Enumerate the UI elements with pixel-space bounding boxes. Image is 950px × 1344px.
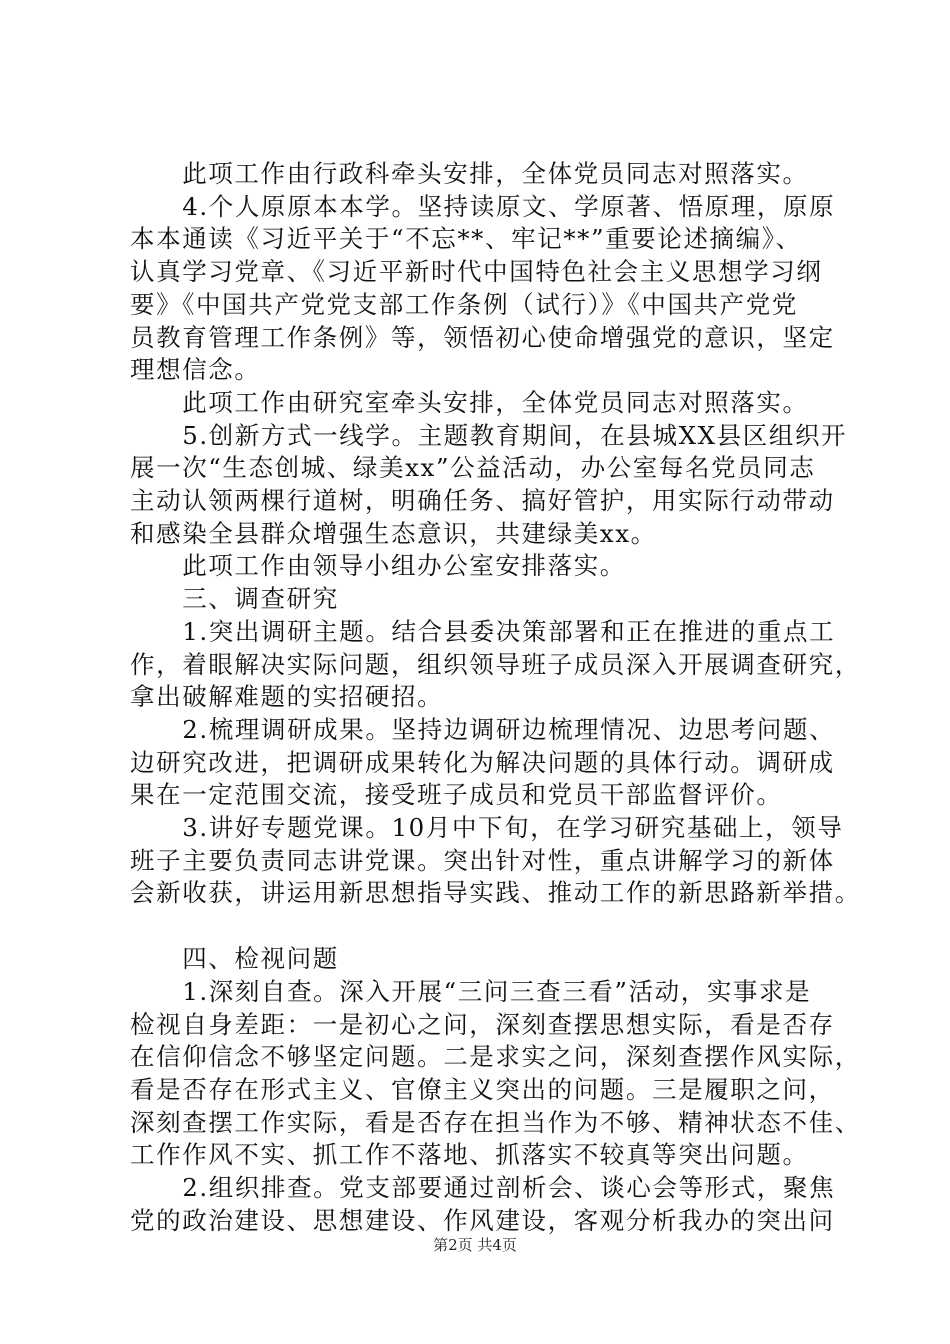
text-line: 理想信念。	[130, 355, 261, 385]
blank-line	[130, 910, 850, 943]
text-line: 拿出破解难题的实招硬招。	[130, 682, 444, 712]
text-line: 此项工作由领导小组办公室安排落实。	[130, 551, 626, 581]
text-line: 看是否存在形式主义、官僚主义突出的问题。三是履职之问，	[130, 1074, 835, 1104]
text-line: 认真学习党章、《习近平新时代中国特色社会主义思想学习纲	[130, 257, 823, 287]
text-line: 检视自身差距：一是初心之问，深刻查摆思想实际，看是否存	[130, 1009, 835, 1039]
text-line: 1.突出调研主题。结合县委决策部署和正在推进的重点工	[130, 616, 836, 646]
text-line: 员教育管理工作条例》等，领悟初心使命增强党的意识，坚定	[130, 322, 835, 352]
page-number-footer: 第2页 共4页	[433, 1236, 517, 1254]
text-line: 此项工作由研究室牵头安排，全体党员同志对照落实。	[130, 387, 809, 417]
text-line: 3.讲好专题党课。10月中下旬，在学习研究基础上，领导	[130, 813, 844, 843]
text-line: 本本通读《习近平关于“不忘**、牢记**”重要论述摘编》、	[130, 224, 802, 254]
text-line: 2.梳理调研成果。坚持边调研边梳理情况、边思考问题、	[130, 714, 836, 744]
text-line: 会新收获，讲运用新思想指导实践、推动工作的新思路新举措。	[130, 878, 861, 908]
document-body	[130, 158, 861, 1238]
text-line: 5.创新方式一线学。主题教育期间，在县城XX县区组织开	[130, 420, 848, 450]
text-line: 党的政治建设、思想建设、作风建设，客观分析我办的突出问	[130, 1205, 835, 1235]
text-line: 边研究改进，把调研成果转化为解决问题的具体行动。调研成	[130, 747, 835, 777]
text-line: 此项工作由行政科牵头安排，全体党员同志对照落实。	[130, 159, 809, 188]
text-line: 要》《中国共产党党支部工作条例（试行）》《中国共产党党	[130, 289, 798, 319]
section-heading: 三、调查研究	[130, 584, 339, 614]
text-line: 展一次“生态创城、绿美xx”公益活动，办公室每名党员同志	[130, 453, 816, 483]
text-line: 1.深刻自查。深入开展“三问三查三看”活动，实事求是	[130, 976, 812, 1006]
text-line: 作，着眼解决实际问题，组织领导班子成员深入开展调查研究，	[130, 649, 861, 679]
text-line: 和感染全县群众增强生态意识，共建绿美xx。	[130, 518, 657, 548]
text-line: 2.组织排查。党支部要通过剖析会、谈心会等形式，聚焦	[130, 1173, 836, 1203]
text-line: 深刻查摆工作实际，看是否存在担当作为不够、精神状态不佳、	[130, 1107, 861, 1137]
text-line: 4.个人原原本本学。坚持读原文、学原著、悟原理，原原	[130, 191, 836, 221]
text-line: 在信仰信念不够坚定问题。二是求实之问，深刻查摆作风实际，	[130, 1042, 861, 1072]
text-line: 主动认领两棵行道树，明确任务、搞好管护，用实际行动带动	[130, 486, 835, 516]
section-heading: 四、检视问题	[130, 944, 339, 974]
text-line: 果在一定范围交流，接受班子成员和党员干部监督评价。	[130, 780, 783, 810]
text-line: 班子主要负责同志讲党课。突出针对性，重点讲解学习的新体	[130, 845, 835, 875]
text-line: 工作作风不实、抓工作不落地、抓落实不较真等突出问题。	[130, 1140, 809, 1170]
